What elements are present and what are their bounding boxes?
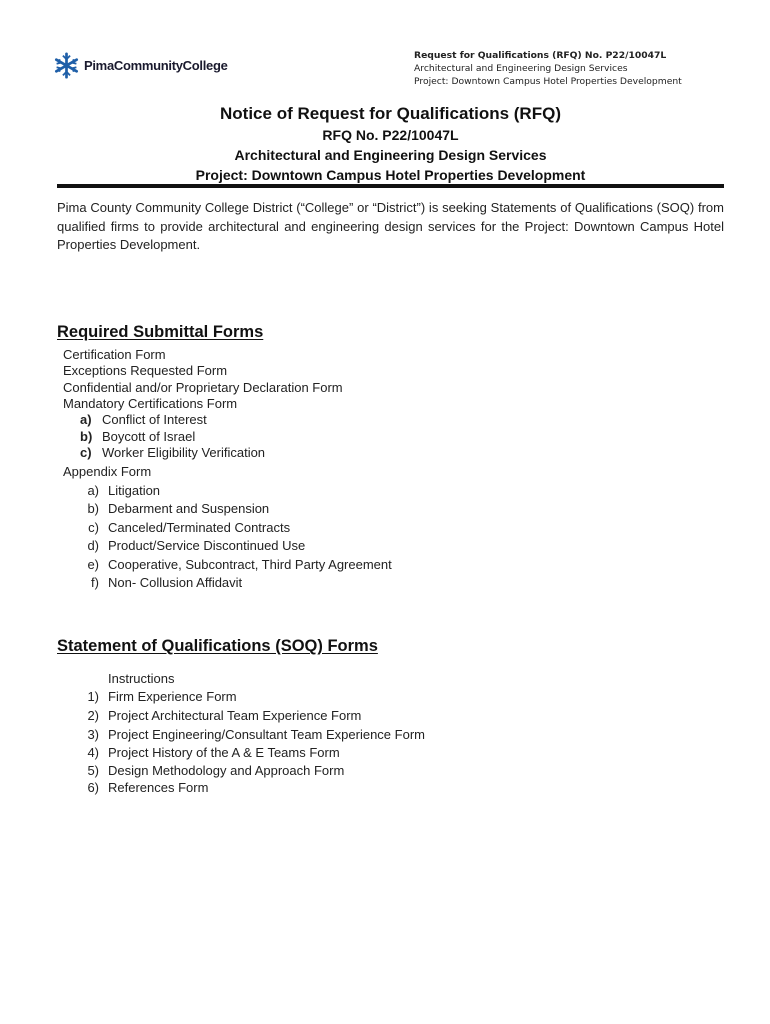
snowflake-logo-icon [53, 52, 80, 79]
list-item: Exceptions Requested Form [63, 363, 228, 378]
list-item: 4) Project History of the A & E Teams Form [87, 745, 340, 760]
header-rfq-number: Request for Qualifications (RFQ) No. P22/10047L [414, 50, 667, 61]
logo-text: PimaCommunityCollege [84, 58, 228, 73]
list-item: 3) Project Engineering/Consultant Team Experience Form [87, 727, 425, 742]
list-item: c) Canceled/Terminated Contracts [88, 520, 291, 535]
rfq-number: RFQ No. P22/10047L [322, 127, 459, 143]
list-item: 6) References Form [87, 780, 209, 795]
list-item: d) Product/Service Discontinued Use [87, 538, 306, 553]
project-title: Project: Downtown Campus Hotel Properties Development [195, 167, 586, 183]
list-item: Confidential and/or Proprietary Declaration Form [63, 380, 343, 395]
page-title: Notice of Request for Qualifications (RFQ) [220, 104, 561, 123]
list-item: a) Litigation [87, 483, 161, 498]
soq-forms-heading: Statement of Qualifications (SOQ) Forms [57, 637, 378, 655]
list-item: Certification Form [63, 347, 166, 362]
list-item: a) Conflict of Interest [80, 412, 207, 427]
list-item: e) Cooperative, Subcontract, Third Party Agreement [87, 557, 392, 572]
list-item: f) Non- Collusion Affidavit [91, 575, 243, 590]
services-title: Architectural and Engineering Design Services [234, 147, 547, 163]
list-item: Instructions [108, 671, 175, 686]
header-project: Project: Downtown Campus Hotel Properties Development [414, 76, 682, 87]
header-services: Architectural and Engineering Design Services [414, 63, 628, 74]
intro-paragraph: Pima County Community College District (“College” or “District”) is seeking Statements of Qualifications (SOQ) from qualified firms to provide architectural and engineering design services for the Project: Downtown Campus Hotel Properties Development. [57, 200, 724, 252]
required-forms-heading: Required Submittal Forms [57, 323, 264, 341]
list-item: 5) Design Methodology and Approach Form [87, 763, 345, 778]
page-header [0, 0, 770, 100]
document-title-block [57, 103, 724, 185]
list-item: 2) Project Architectural Team Experience Form [87, 708, 362, 723]
college-logo [53, 52, 228, 79]
header-rfq-info [414, 49, 682, 88]
title-divider [57, 184, 724, 188]
list-item: 1) Firm Experience Form [87, 689, 237, 704]
list-item: b) Debarment and Suspension [87, 501, 270, 516]
list-item: Mandatory Certifications Form [63, 396, 238, 411]
list-item: b) Boycott of Israel [80, 429, 196, 444]
list-item: c) Worker Eligibility Verification [80, 445, 266, 460]
list-item: Appendix Form [63, 464, 152, 479]
